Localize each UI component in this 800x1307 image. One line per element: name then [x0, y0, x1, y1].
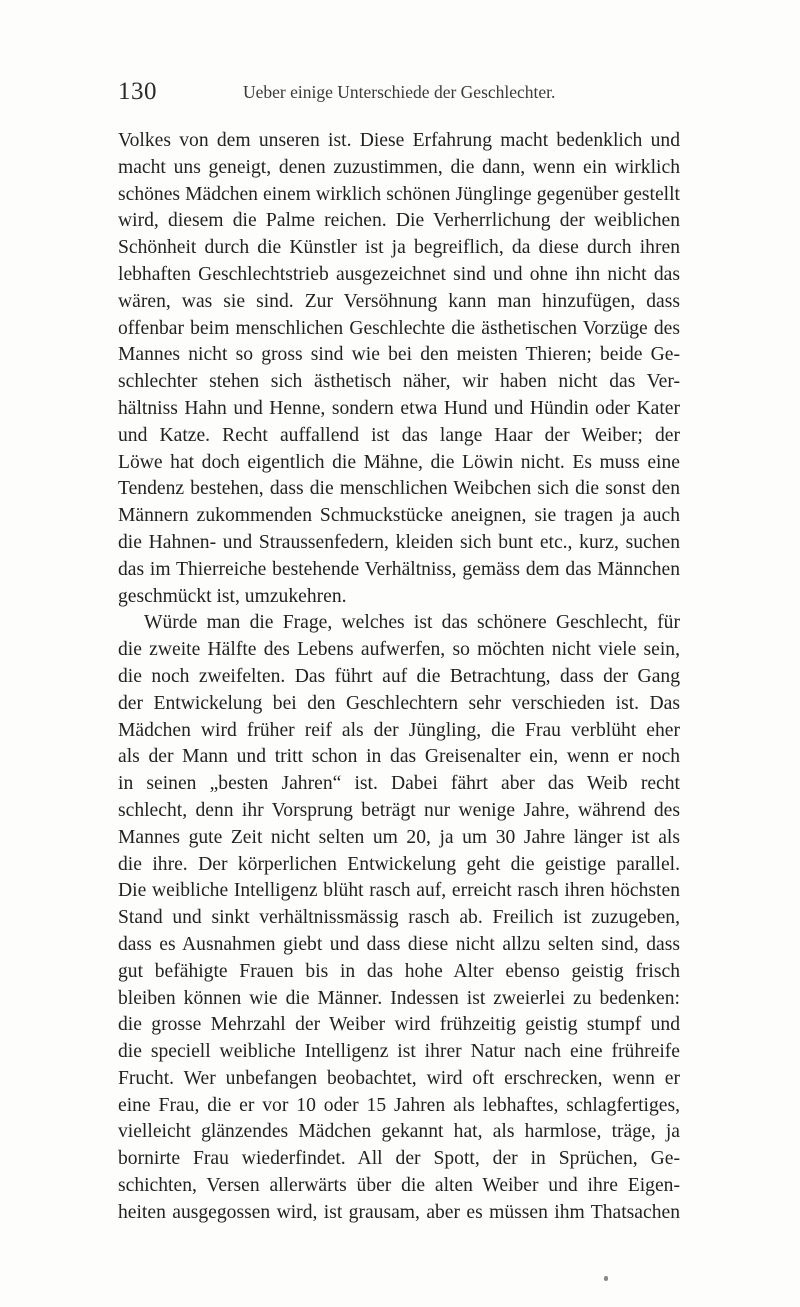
- text-line: Löwe hat doch eigentlich die Mähne, die Löwin nicht. Es muss eine: [118, 451, 680, 473]
- text-line: die grosse Mehrzahl der Weiber wird frühzeitig geistig stumpf und: [118, 1014, 680, 1036]
- text-line: eine Frau, die er vor 10 oder 15 Jahren als lebhaftes, schlagfertiges,: [118, 1094, 680, 1116]
- text-line: schlecht, denn ihr Vorsprung beträgt nur wenige Jahre, während des: [118, 799, 680, 821]
- paragraph: [118, 128, 680, 610]
- text-line: Frucht. Wer unbefangen beobachtet, wird oft erschrecken, wenn er: [118, 1067, 680, 1089]
- running-title: Ueber einige Unterschiede der Geschlechter.: [243, 82, 556, 102]
- text-line: Mannes nicht so gross sind wie bei den meisten Thieren; beide Ge-: [118, 344, 680, 366]
- text-line: Stand und sinkt verhältnissmässig rasch ab. Freilich ist zuzugeben,: [118, 907, 680, 929]
- paragraph: [118, 610, 680, 1226]
- text-line: macht uns geneigt, denen zuzustimmen, die dann, wenn ein wirklich: [118, 156, 680, 178]
- text-line: die noch zweifelten. Das führt auf die Betrachtung, dass der Gang: [118, 665, 680, 687]
- text-line: hältniss Hahn und Henne, sondern etwa Hund und Hündin oder Kater: [118, 397, 680, 419]
- page-header: [118, 78, 678, 108]
- text-line: gut befähigte Frauen bis in das hohe Alter ebenso geistig frisch: [118, 960, 680, 982]
- text-line: und Katze. Recht auffallend ist das lange Haar der Weiber; der: [118, 424, 680, 446]
- text-line: dass es Ausnahmen giebt und dass diese nicht allzu selten sind, dass: [118, 933, 680, 955]
- text-line: die ihre. Der körperlichen Entwickelung geht die geistige parallel.: [118, 853, 680, 875]
- text-line: lebhaften Geschlechtstrieb ausgezeichnet sind und ohne ihn nicht das: [118, 263, 680, 285]
- text-line: Mädchen wird früher reif als der Jüngling, die Frau verblüht eher: [118, 719, 680, 741]
- print-speck: [604, 1276, 608, 1281]
- text-line: als der Mann und tritt schon in das Greisenalter ein, wenn er noch: [118, 746, 680, 768]
- text-line: Die weibliche Intelligenz blüht rasch auf, erreicht rasch ihren höchsten: [118, 880, 680, 902]
- text-line: die Hahnen- und Straussenfedern, kleiden sich bunt etc., kurz, suchen: [118, 531, 680, 553]
- page-number: 130: [118, 78, 157, 105]
- text-line: vielleicht glänzendes Mädchen gekannt hat, als harmlose, träge, ja: [118, 1121, 680, 1143]
- body-text: [118, 128, 680, 1227]
- text-line: die zweite Hälfte des Lebens aufwerfen, so möchten nicht viele sein,: [118, 639, 680, 661]
- text-line: Würde man die Frage, welches ist das schönere Geschlecht, für: [144, 612, 680, 634]
- text-line: heiten ausgegossen wird, ist grausam, aber es müssen ihm Thatsachen: [118, 1201, 680, 1223]
- text-line: der Entwickelung bei den Geschlechtern sehr verschieden ist. Das: [118, 692, 680, 714]
- text-line: bornirte Frau wiederfindet. All der Spott, der in Sprüchen, Ge-: [118, 1148, 680, 1170]
- text-line: geschmückt ist, umzukehren.: [118, 585, 347, 607]
- text-line: schichten, Versen allerwärts über die alten Weiber und ihre Eigen-: [118, 1175, 680, 1197]
- text-line: Volkes von dem unseren ist. Diese Erfahrung macht bedenklich und: [118, 130, 680, 151]
- text-line: offenbar beim menschlichen Geschlechte die ästhetischen Vorzüge des: [118, 317, 680, 339]
- text-line: Schönheit durch die Künstler ist ja begreiflich, da diese durch ihren: [118, 237, 680, 259]
- text-line: Mannes gute Zeit nicht selten um 20, ja um 30 Jahre länger ist als: [118, 826, 680, 848]
- text-line: Tendenz bestehen, dass die menschlichen Weibchen sich die sonst den: [118, 478, 680, 500]
- text-line: wird, diesem die Palme reichen. Die Verherrlichung der weiblichen: [118, 210, 680, 232]
- text-line: schönes Mädchen einem wirklich schönen Jünglinge gegenüber gestellt: [118, 183, 680, 205]
- text-line: die speciell weibliche Intelligenz ist ihrer Natur nach eine frühreife: [118, 1041, 680, 1063]
- text-line: Männern zukommenden Schmuckstücke aneignen, sie tragen ja auch: [118, 505, 680, 527]
- text-line: wären, was sie sind. Zur Versöhnung kann man hinzufügen, dass: [118, 290, 680, 312]
- text-line: bleiben können wie die Männer. Indessen ist zweierlei zu bedenken:: [118, 987, 680, 1009]
- text-line: das im Thierreiche bestehende Verhältniss, gemäss dem das Männchen: [118, 558, 680, 580]
- text-line: schlechter stehen sich ästhetisch näher, wir haben nicht das Ver-: [118, 371, 680, 393]
- text-line: in seinen „besten Jahren“ ist. Dabei fährt aber das Weib recht: [118, 773, 680, 795]
